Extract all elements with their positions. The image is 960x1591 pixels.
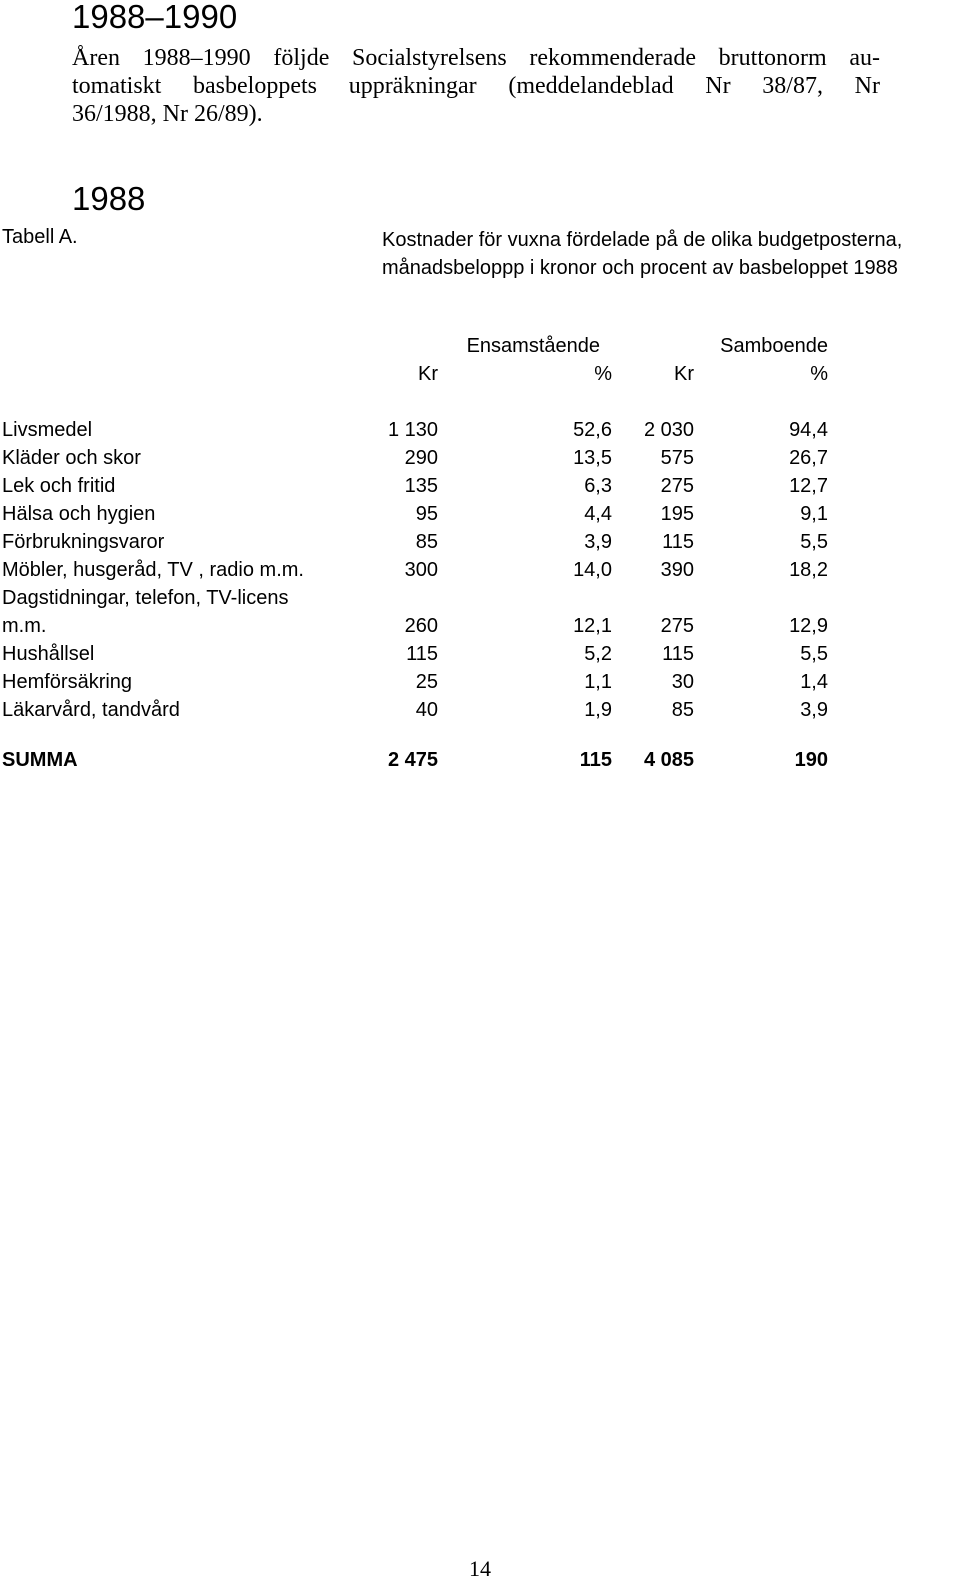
cell-kr-samboende: 275: [660, 615, 694, 637]
intro-paragraph: [72, 44, 880, 128]
intro-line: Åren 1988–1990 följde Socialstyrelsens rekommenderade bruttonorm au-: [72, 45, 880, 71]
total-percent-ensamstaende: 115: [579, 749, 612, 771]
cell-kr-ensamstaende: 260: [404, 615, 438, 637]
cell-kr-ensamstaende: 95: [415, 503, 438, 525]
row-label: Lek och fritid: [2, 475, 116, 497]
caption-line: månadsbeloppp i kronor och procent av basbeloppet 1988: [382, 257, 898, 279]
cell-percent-samboende: 12,9: [789, 615, 828, 637]
cell-percent-ensamstaende: 3,9: [584, 531, 612, 553]
cell-percent-ensamstaende: 4,4: [584, 503, 612, 525]
year-heading: 1988: [72, 180, 146, 217]
cell-kr-ensamstaende: 40: [415, 699, 438, 721]
cell-kr-samboende: 575: [660, 447, 694, 469]
cell-kr-ensamstaende: 115: [406, 643, 438, 665]
table-label: Tabell A.: [2, 226, 78, 248]
cell-percent-samboende: 12,7: [789, 475, 828, 497]
row-label: Förbrukningsvaror: [2, 531, 165, 553]
cell-kr-samboende: 275: [660, 475, 694, 497]
cell-kr-ensamstaende: 290: [404, 447, 438, 469]
page-number: 14: [469, 1556, 491, 1581]
total-label: SUMMA: [2, 749, 78, 771]
row-label: Hushållsel: [2, 643, 95, 665]
column-header-percent: %: [594, 363, 612, 385]
column-header-kr: Kr: [418, 363, 438, 385]
row-label: Dagstidningar, telefon, TV-licens: [2, 587, 289, 609]
cell-kr-samboende: 30: [671, 671, 694, 693]
cell-percent-samboende: 9,1: [800, 503, 828, 525]
cell-kr-ensamstaende: 85: [415, 531, 438, 553]
group-header-samboende: Samboende: [720, 335, 828, 357]
cell-kr-ensamstaende: 300: [404, 559, 438, 581]
total-kr-samboende: 4 085: [643, 749, 694, 771]
cell-percent-samboende: 26,7: [789, 447, 828, 469]
section-title: 1988–1990: [72, 0, 238, 35]
row-label: Livsmedel: [2, 419, 93, 441]
cell-percent-ensamstaende: 5,2: [584, 643, 612, 665]
intro-line: 36/1988, Nr 26/89).: [72, 101, 263, 127]
cell-kr-samboende: 85: [671, 699, 694, 721]
cell-kr-samboende: 115: [662, 531, 694, 553]
row-label: Hemförsäkring: [2, 671, 133, 693]
table-caption: [382, 226, 902, 282]
row-label: Läkarvård, tandvård: [2, 699, 180, 721]
cell-kr-ensamstaende: 1 130: [387, 419, 438, 441]
cell-percent-ensamstaende: 12,1: [573, 615, 612, 637]
cell-percent-samboende: 3,9: [800, 699, 828, 721]
column-header-kr: Kr: [674, 363, 694, 385]
cell-percent-ensamstaende: 1,1: [584, 671, 612, 693]
cell-percent-samboende: 5,5: [800, 531, 828, 553]
caption-line: Kostnader för vuxna fördelade på de olika budgetposterna,: [382, 229, 903, 251]
row-label: m.m.: [2, 615, 47, 637]
cell-percent-samboende: 18,2: [789, 559, 828, 581]
cell-percent-samboende: 94,4: [789, 419, 828, 441]
group-header-ensamstaende: Ensamstående: [466, 335, 600, 357]
intro-line: tomatiskt basbeloppets uppräkningar (meddelandeblad Nr 38/87, Nr: [72, 73, 880, 99]
row-label: Hälsa och hygien: [2, 503, 156, 525]
cell-kr-samboende: 390: [660, 559, 694, 581]
cell-percent-ensamstaende: 1,9: [584, 699, 612, 721]
cell-percent-samboende: 1,4: [800, 671, 828, 693]
cell-percent-samboende: 5,5: [800, 643, 828, 665]
cell-percent-ensamstaende: 13,5: [573, 447, 612, 469]
cell-percent-ensamstaende: 14,0: [573, 559, 612, 581]
cell-percent-ensamstaende: 52,6: [573, 419, 612, 441]
total-percent-samboende: 190: [794, 749, 828, 771]
cell-kr-samboende: 115: [662, 643, 694, 665]
cell-kr-samboende: 195: [660, 503, 694, 525]
column-header-percent: %: [810, 363, 828, 385]
total-kr-ensamstaende: 2 475: [387, 749, 438, 771]
row-label: Möbler, husgeråd, TV , radio m.m.: [2, 559, 304, 581]
cell-percent-ensamstaende: 6,3: [584, 475, 612, 497]
cell-kr-ensamstaende: 135: [404, 475, 438, 497]
cell-kr-ensamstaende: 25: [415, 671, 438, 693]
cell-kr-samboende: 2 030: [643, 419, 694, 441]
row-label: Kläder och skor: [2, 447, 141, 469]
